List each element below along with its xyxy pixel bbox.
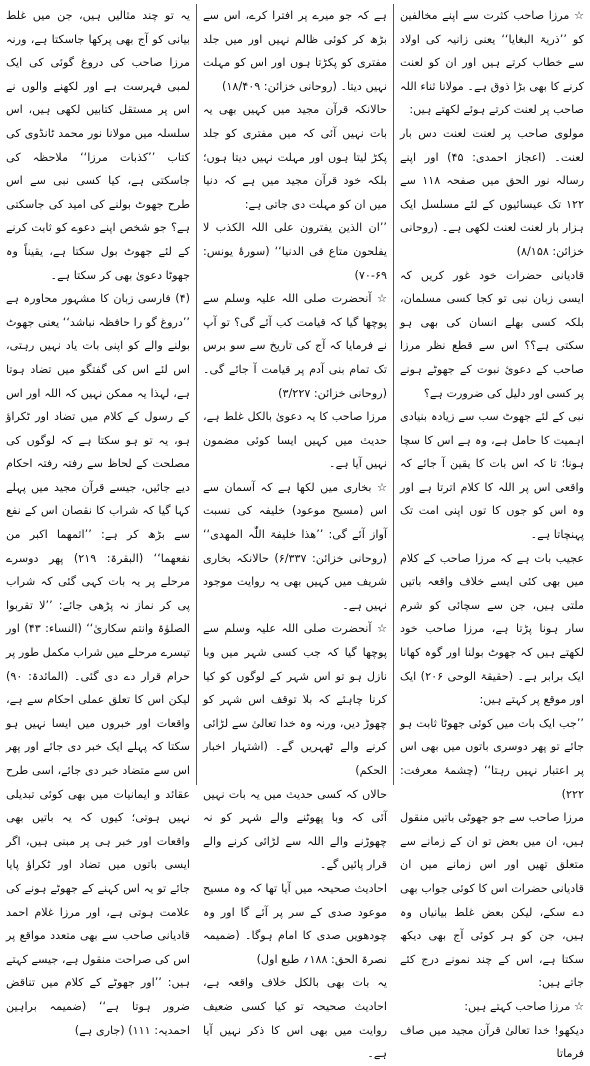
paragraph: مرزا صاحب سے جو جھوٹی باتیں منقول ہیں، ان میں بعض تو ان کے زمانے سے متعلق تھیں اور اس زمانے میں ان قادیانی حضرات اس کا کوئی جواب بھی دے سکے، لیکن بعض غلط بیانیاں وہ ہیں، جن کو ہر کوئی آج بھی دیکھ سکتا ہے، اس کے چند نمونے درج کئے جاتے ہیں: [400,811,584,990]
paragraph: دیکھو! خدا تعالیٰ قرآن مجید میں صاف فرماتا [400,1023,584,1061]
paragraph: (۴) فارسی زبان کا مشہور محاورہ ہے ’’دروغ گو را حافظہ نباشد‘‘ یعنی جھوٹ بولنے والے کو اپنی بات یاد نہیں رہتی، اس لئے اس کی گفتگو میں تضاد ہوتا ہے، لہذا یہ ممکن نہیں کہ اللہ اور اس کے رسول کے کلام میں تضاد اور ٹکراؤ ہو، یہ تو ہو سکتا ہے کہ لوگوں کی مصلحت کے لحاظ سے رفتہ رفتہ احکام دیے جائیں، جیسے قرآن مجید میں پہلے کہا گیا کہ شراب کا نقصان اس کے نفع سے بڑھ کر ہے: ’’اثمھما اکبر من نفعھما‘‘ (البقرۃ: ۲۱۹) پھر دوسرے مرحلے پر یہ بات کہی گئی کہ شراب پی کر نماز نہ پڑھی جائے: ’’لا تقربوا الصلوٰۃ وانتم سکاریٰ‘‘ (النساء: ۴۳) اور تیسرے مرحلے میں شراب مکمل طور پر حرام قرار دے دی گئی۔ (المائدۃ: ۹۰) لیکن اس کا تعلق عملی احکام سے ہے، واقعات اور خبروں میں ایسا نہیں ہو سکتا کہ پہلے ایک خبر دی جائے اور پھر اس سے متضاد خبر دی جائے، اسی طرح عقائد و ایمانیات میں بھی کوئی تبدیلی نہیں ہوتی؛ کیوں کہ یہ باتیں بھی واقعات اور خبر ہی پر مبنی ہیں، اگر ایسی باتوں میں تضاد اور ٹکراؤ پایا جائے تو یہ اس کہنے کے جھوٹے ہونے کی علامت ہوتی ہے، اور مرزا غلام احمد قادیانی صاحب سے بھی متعدد مواقع پر اس کی صراحت منقول ہے، جیسے کہتے ہیں: ’’اور جھوٹے کے کلام میں تناقض ضرور ہوتا ہے‘‘ (ضمیمہ براہین احمدیہ: ۱۱۱) (جاری ہے) [6,292,190,1037]
quotation: ’’ان الذین یفترون علی اللہ الکذب لا یفلحون متاع فی الدنیا‘‘ (سورۂ یونس: ۶۹-۷۰) [203,221,387,282]
paragraph: ☆ آنحضرت صلی اللہ علیہ وسلم سے پوچھا گیا کہ قیامت کب آئے گی؟ تو آپ نے فرمایا کہ آج کی تاریخ سے سو برس تک تمام بنی آدم پر قیامت آ جائے گی۔ (روحانی خزائن: ۳/۲۲۷) [203,292,387,400]
paragraph: ☆ بخاری میں لکھا ہے کہ آسمان سے اس (مسیح موعود) خلیفہ کی نسبت آواز آئے گی: ’’ھذا خلیفۃ اللّٰہ المھدی‘‘ (روحانی خزائن: ۶/۳۳۷) حالانکہ بخاری شریف میں کہیں بھی یہ روایت موجود نہیں ہے۔ [203,480,387,612]
column-divider [196,4,197,785]
paragraph: حالاں کہ کسی حدیث میں یہ بات نہیں آئی کہ وبا پھوٹنے والے شہر کو نہ چھوڑنے والے اللہ سے لڑائی کرنے والے قرار پائیں گے۔ [203,787,387,872]
column-divider [393,4,394,785]
paragraph: احادیث صحیحہ میں آیا تھا کہ وہ مسیح موعود صدی کے سر پر آئے گا اور وہ چودھویں صدی کا امام ہوگا۔ (ضمیمہ نصرۃ الحق: ۱۸۸؍ طبع اول) [203,881,387,966]
paragraph: ہے کہ جو میرے پر افترا کرے، اس سے بڑھ کر کوئی ظالم نہیں اور میں جلد مفتری کو پکڑتا ہوں اور اس کو مہلت نہیں دیتا۔ (روحانی خزائن: ۱۸/۴۰۹) [203,9,387,93]
paragraph: مرزا صاحب کا یہ دعویٰ بالکل غلط ہے، حدیث میں کہیں ایسا کوئی مضمون نہیں آیا ہے۔ [203,410,387,471]
paragraph: مولوی صاحب پر لعنت لعنت دس بار لعنت۔ (اعجاز احمدی: ۴۵) اور اپنے رسالہ نور الحق میں صفحہ ۱۱۸ سے ۱۲۲ تک عیسائیوں کے لئے مسلسل ایک ہزار بار لعنت لعنت لکھی ہے۔ (روحانی خزائن: ۸/۱۵۸) [400,126,584,258]
paragraph: نبی کے لئے جھوٹ سب سے زیادہ بنیادی اہمیت کا حامل ہے، وہ ہے اس کا سچا ہونا؛ تا کہ اس بات کا یقین آ جائے کہ واقعی اس پر اللہ کا کلام اترتا ہے اور وہ اس کو جوں کا توں اپنی امت تک پہنچاتا ہے۔ [400,410,584,542]
paragraph: یہ تو چند مثالیں ہیں، جن میں غلط بیانی کو آج بھی پرکھا جاسکتا ہے، ورنہ مرزا صاحب کی دروغ گوئی کی ایک لمبی فہرست ہے اور لکھنے والوں نے اس پر مستقل کتابیں لکھی ہیں، اس سلسلہ میں مولانا نور محمد ٹانڈوی کی کتاب ’’کذبات مرزا‘‘ ملاحظہ کی جاسکتی ہے، کیا کسی نبی سے اس طرح جھوٹ بولنے کی امید کی جاسکتی ہے؟ جو شخص اپنے دعوے کو ثابت کرنے کے لئے جھوٹ بول سکتا ہے، یقیناً وہ جھوٹا دعویٰ بھی کر سکتا ہے۔ [6,9,190,282]
paragraph: عجیب بات ہے کہ مرزا صاحب کے کلام میں بھی کئی ایسے خلاف واقعہ باتیں ملتی ہیں، جن سے سچائی کو شرم سار ہونا پڑتا ہے، مرزا صاحب خود لکھتے ہیں کہ جھوٹ بولنا اور گوہ کھانا ایک برابر ہے۔ (حقیقۃ الوحی ۲۰۶) ایک اور موقع پر کہتے ہیں: [400,551,585,707]
paragraph: یہ بات بھی بالکل خلاف واقعہ ہے، احادیث صحیحہ تو کیا کسی ضعیف روایت میں بھی اس کا ذکر نہیں آیا ہے۔ [203,976,387,1061]
column-middle [203,4,387,1061]
paragraph: ☆ آنحضرت صلی اللہ علیہ وسلم سے پوچھا گیا کہ جب کسی شہر میں وبا نازل ہو تو اس شہر کے لوگوں کو کیا کرنا چاہئے کہ بلا توقف اس شہر کو چھوڑ دیں، ورنہ وہ خدا تعالیٰ سے لڑائی کرنے والے ٹھہریں گے۔ (اشتہار اخبار الحکم) [203,622,387,777]
paragraph: ☆ مرزا صاحب کہتے ہیں: [464,999,584,1013]
paragraph: قادیانی حضرات خود غور کریں کہ ایسی زبان نبی تو کجا کسی مسلمان، بلکہ کسی بھلے انسان کی بھی ہو سکتی ہے؟؟ اس سے قطع نظر مرزا صاحب کے دعوئ نبوت کے جھوٹے ہونے پر کسی اور دلیل کی ضرورت ہے؟ [400,268,584,400]
column-right [400,4,585,1061]
column-left [6,4,190,1037]
paragraph: حالانکہ قرآن مجید میں کہیں بھی یہ بات نہیں آئی کہ میں مفتری کو جلد پکڑ لیتا ہوں اور مہلت نہیں دیتا ہوں؛ بلکہ خود قرآن مجید میں ہے کہ دنیا میں ان کو مہلت دی جاتی ہے: [203,103,387,211]
paragraph: ☆ مرزا صاحب کثرت سے اپنے مخالفین کو ’’ذریۃ البغایا‘‘ یعنی زانیہ کی اولاد سے خطاب کرتے ہیں اور ان کو لعنت کرنے کا بھی بڑا ذوق ہے۔ مولانا ثناء اللہ صاحب پر لعنت کرتے ہوئے لکھتے ہیں: [400,9,584,117]
quotation: ’’جب ایک بات میں کوئی جھوٹا ثابت ہو جائے تو پھر دوسری باتوں میں بھی اس پر اعتبار نہیں رہتا‘‘ (چشمۂ معرفت: ۲۲۲) [400,716,584,801]
